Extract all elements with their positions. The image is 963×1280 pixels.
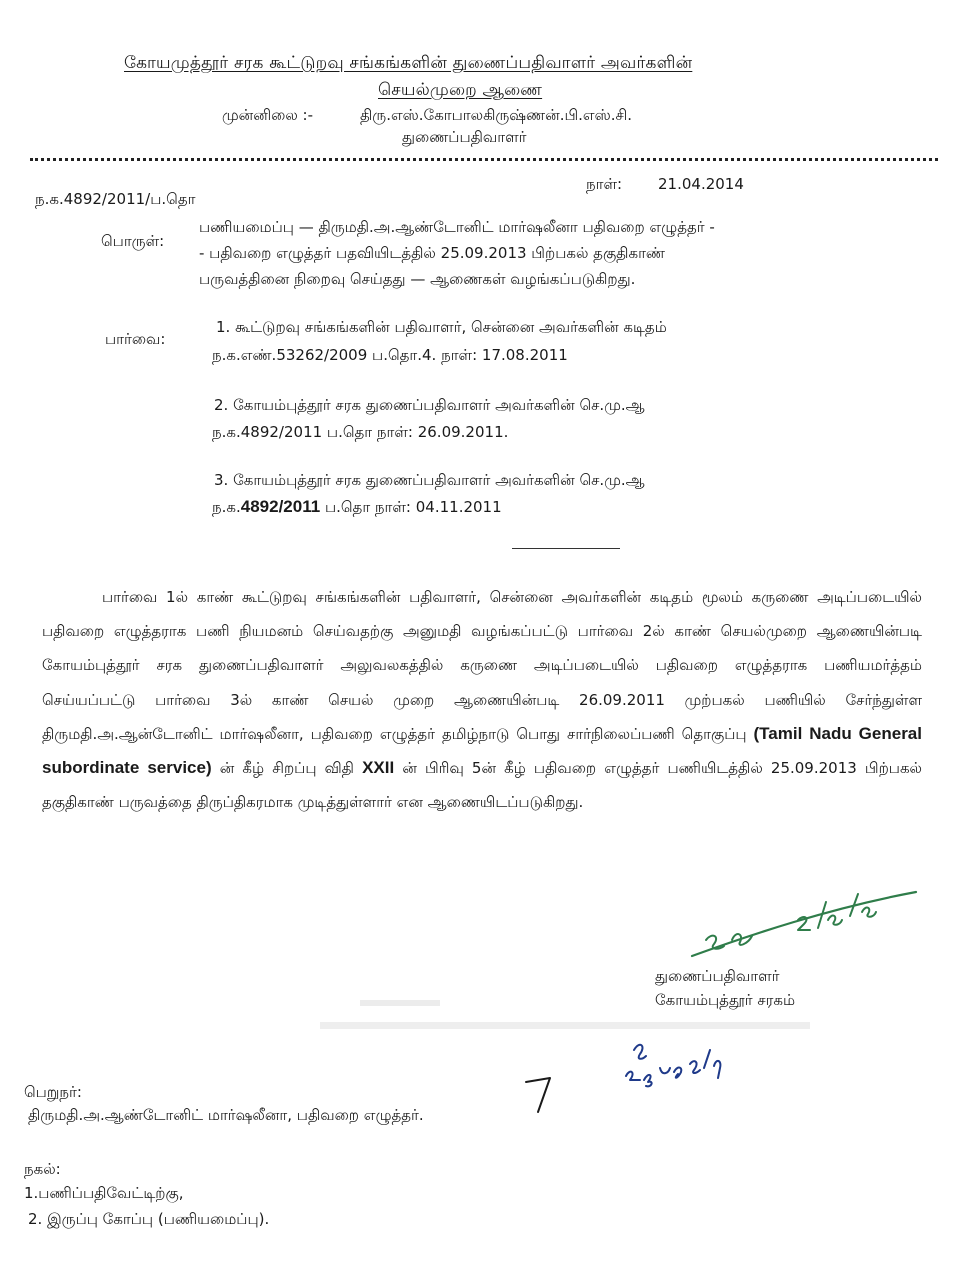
presence-label: முன்னிலை :- — [222, 106, 314, 124]
signature-green-icon — [690, 890, 920, 960]
service-name: (Tamil Nadu General subordinate service) — [42, 723, 922, 778]
title-line-2: செயல்முறை ஆணை — [378, 80, 543, 100]
subject-line-2: - பதிவறை எழுத்தர் பதவியிடத்தில் 25.09.2013 பிற்பகல் தகுதிகாண் — [199, 244, 665, 262]
header-divider — [30, 158, 938, 161]
copies-label: நகல்: — [24, 1160, 61, 1178]
subject-label: பொருள்: — [101, 232, 165, 250]
title-line-1: கோயமுத்தூர் சரக கூட்டுறவு சங்கங்களின் துணைப்பதிவாளர் அவர்களின் — [124, 53, 693, 73]
order-body: பார்வை 1ல் காண் கூட்டுறவு சங்கங்களின் பதிவாளர், சென்னை அவர்களின் கடிதம் மூலம் கருணை அடிப்படையில் பதிவறை எழுத்தராக பணி நியமனம் செய்வதற்கு அனுமதி வழங்கப்பட்டு பார்வை 2ல் காண் செயல்முறை ஆணையின்படி கோயம்புத்தூர் சரக துணைப்பதிவாளர் அலுவலகத்தில் கருணை அடிப்படையில் பதிவறை எழுத்தராக பணியமர்த்தம் செய்யப்பட்டு பார்வை 3ல் காண் செயல் முறை ஆணையின்படி 26.09.2011 முற்பகல் பணியில் சேர்ந்துள்ள திருமதி.அ.ஆன்டோனிட் மார்ஷலீனா, பதிவறை எழுத்தர் தமிழ்நாடு பொது சார்நிலைப்பணி தொகுப்பு (Tamil Nadu General subordinate service) ன் கீழ் சிறப்பு விதி XXII ன் பிரிவு 5ன் கீழ் பதிவறை எழுத்தர் பணியிடத்தில் 25.09.2013 பிற்பகல் தகுதிகாண் பருவத்தை திருப்திகரமாக முடித்துள்ளார் என ஆணையிடப்படுகிறது. — [42, 588, 923, 812]
reference-3-line-1: 3. கோயம்புத்தூர் சரக துணைப்பதிவாளர் அவர்களின் செ.மு.ஆ — [214, 471, 645, 489]
signatory-designation: துணைப்பதிவாளர் — [655, 967, 780, 985]
section-divider — [512, 548, 620, 549]
reference-1-line-1: 1. கூட்டுறவு சங்கங்களின் பதிவாளர், சென்னை அவர்களின் கடிதம் — [216, 318, 667, 336]
recipient-label: பெறுநர்: — [24, 1083, 82, 1101]
date-label: நாள்: — [586, 175, 623, 193]
reference-2-line-2: ந.க.4892/2011 ப.தொ நாள்: 26.09.2011. — [212, 423, 509, 441]
reference-1-line-2: ந.க.எண்.53262/2009 ப.தொ.4. நாள்: 17.08.2011 — [212, 346, 568, 364]
subject-line-1: பணியமைப்பு — திருமதி.அ.ஆண்டோனிட் மார்ஷலீனா பதிவறை எழுத்தர் - — [199, 218, 715, 236]
signatory-office: கோயம்புத்தூர் சரகம் — [655, 991, 796, 1009]
rule-number: XXII — [362, 758, 395, 778]
copy-item-2: 2. இருப்பு கோப்பு (பணியமைப்பு). — [28, 1210, 270, 1228]
faint-stamp — [360, 1000, 440, 1006]
initials-blue-icon — [620, 1028, 740, 1088]
references-label: பார்வை: — [105, 330, 166, 348]
reference-2-line-1: 2. கோயம்புத்தூர் சரக துணைப்பதிவாளர் அவர்களின் செ.மு.ஆ — [214, 396, 645, 414]
presence-name: திரு.எஸ்.கோபாலகிருஷ்ணன்.பி.எஸ்.சி. — [360, 106, 633, 124]
copy-item-1: 1.பணிப்பதிவேட்டிற்கு, — [24, 1184, 184, 1202]
reference-number: ந.க.4892/2011/ப.தொ — [35, 190, 196, 208]
order-date: 21.04.2014 — [658, 175, 744, 193]
reference-3-line-2: ந.க.4892/2011 ப.தொ நாள்: 04.11.2011 — [212, 497, 502, 516]
presence-designation: துணைப்பதிவாளர் — [402, 128, 527, 146]
pen-mark-icon — [522, 1076, 556, 1116]
reference-3-number: 4892/2011 — [240, 497, 321, 516]
recipient-name: திருமதி.அ.ஆண்டோனிட் மார்ஷலீனா, பதிவறை எழுத்தர். — [28, 1106, 424, 1124]
subject-line-3: பருவத்தினை நிறைவு செய்தது — ஆணைகள் வழங்கப்படுகிறது. — [199, 270, 636, 288]
